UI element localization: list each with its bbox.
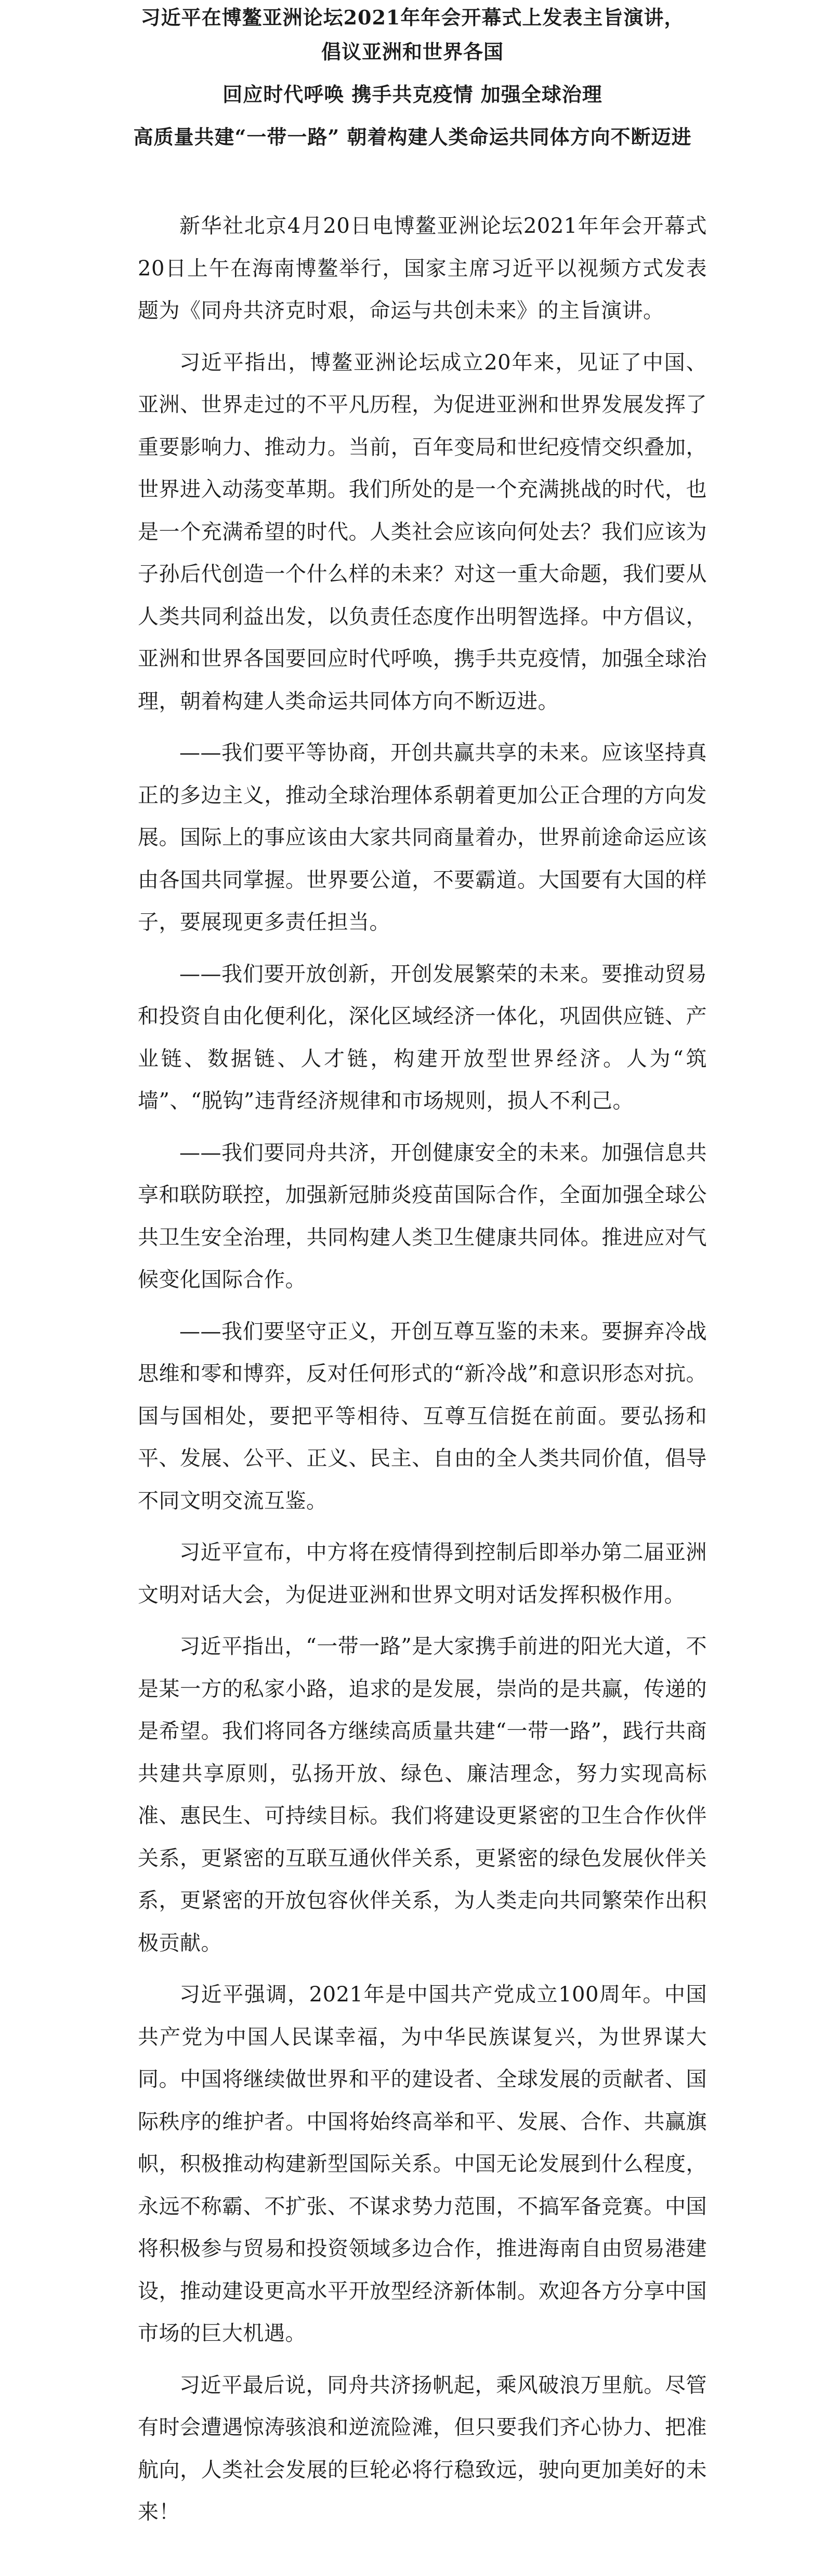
article-header (0, 0, 825, 150)
paragraph: ——我们要坚守正义，开创互尊互鉴的未来。要摒弃冷战思维和零和博弈，反对任何形式的“新冷战”和意识形态对抗。国与国相处，要把平等相待、互尊互信挺在前面。要弘扬和平、发展、公平、正义、民主、自由的全人类共同价值，倡导不同文明交流互鉴。 (138, 1319, 707, 1513)
subheadline-1: 回应时代呼唤 携手共克疫情 加强全球治理 (222, 83, 603, 106)
subheadline-2: 高质量共建“一带一路” 朝着构建人类命运共同体方向不断迈进 (133, 125, 692, 149)
headline-line-2: 倡议亚洲和世界各国 (321, 40, 504, 63)
paragraph: 习近平宣布，中方将在疫情得到控制后即举办第二届亚洲文明对话大会，为促进亚洲和世界文明对话发挥积极作用。 (138, 1541, 707, 1607)
paragraph: ——我们要开放创新，开创发展繁荣的未来。要推动贸易和投资自由化便利化，深化区域经济一体化，巩固供应链、产业链、数据链、人才链，构建开放型世界经济。人为“筑墙”、“脱钩”违背经济规律和市场规则，损人不利己。 (138, 962, 707, 1113)
paragraph-closing: 习近平最后说，同舟共济扬帆起，乘风破浪万里航。尽管有时会遭遇惊涛骇浪和逆流险滩，但只要我们齐心协力、把准航向，人类社会发展的巨轮必将行稳致远，驶向更加美好的未来！ (138, 2373, 707, 2524)
article-body (138, 205, 707, 2543)
paragraph: 习近平指出，“一带一路”是大家携手前进的阳光大道，不是某一方的私家小路，追求的是发展，崇尚的是共赢，传递的是希望。我们将同各方继续高质量共建“一带一路”，践行共商共建共享原则，弘扬开放、绿色、廉洁理念，努力实现高标准、惠民生、可持续目标。我们将建设更紧密的卫生合作伙伴关系，更紧密的互联互通伙伴关系，更紧密的绿色发展伙伴关系，更紧密的开放包容伙伴关系，为人类走向共同繁荣作出积极贡献。 (138, 1635, 707, 1955)
headline-line-1: 习近平在博鳌亚洲论坛2021年年会开幕式上发表主旨演讲， (140, 6, 685, 29)
paragraph: 习近平指出，博鳌亚洲论坛成立20年来，见证了中国、亚洲、世界走过的不平凡历程，为促进亚洲和世界发展发挥了重要影响力、推动力。当前，百年变局和世纪疫情交织叠加，世界进入动荡变革期。我们所处的是一个充满挑战的时代，也是一个充满希望的时代。人类社会应该向何处去？我们应该为子孙后代创造一个什么样的未来？对这一重大命题，我们要从人类共同利益出发，以负责任态度作出明智选择。中方倡议，亚洲和世界各国要回应时代呼唤，携手共克疫情，加强全球治理，朝着构建人类命运共同体方向不断迈进。 (138, 350, 707, 713)
paragraph: 习近平强调，2021年是中国共产党成立100周年。中国共产党为中国人民谋幸福，为中华民族谋复兴，为世界谋大同。中国将继续做世界和平的建设者、全球发展的贡献者、国际秩序的维护者。中国将始终高举和平、发展、合作、共赢旗帜，积极推动构建新型国际关系。中国无论发展到什么程度，永远不称霸、不扩张、不谋求势力范围，不搞军备竞赛。中国将积极参与贸易和投资领域多边合作，推进海南自由贸易港建设，推动建设更高水平开放型经济新体制。欢迎各方分享中国市场的巨大机遇。 (138, 1983, 707, 2345)
paragraph: ——我们要平等协商，开创共赢共享的未来。应该坚持真正的多边主义，推动全球治理体系朝着更加公正合理的方向发展。国际上的事应该由大家共同商量着办，世界前途命运应该由各国共同掌握。世界要公道，不要霸道。大国要有大国的样子，要展现更多责任担当。 (138, 741, 707, 934)
paragraph: ——我们要同舟共济，开创健康安全的未来。加强信息共享和联防联控，加强新冠肺炎疫苗国际合作，全面加强全球公共卫生安全治理，共同构建人类卫生健康共同体。推进应对气候变化国际合作。 (138, 1140, 707, 1292)
paragraph-dateline: 新华社北京4月20日电博鳌亚洲论坛2021年年会开幕式20日上午在海南博鳌举行，国家主席习近平以视频方式发表题为《同舟共济克时艰，命运与共创未来》的主旨演讲。 (138, 214, 707, 323)
